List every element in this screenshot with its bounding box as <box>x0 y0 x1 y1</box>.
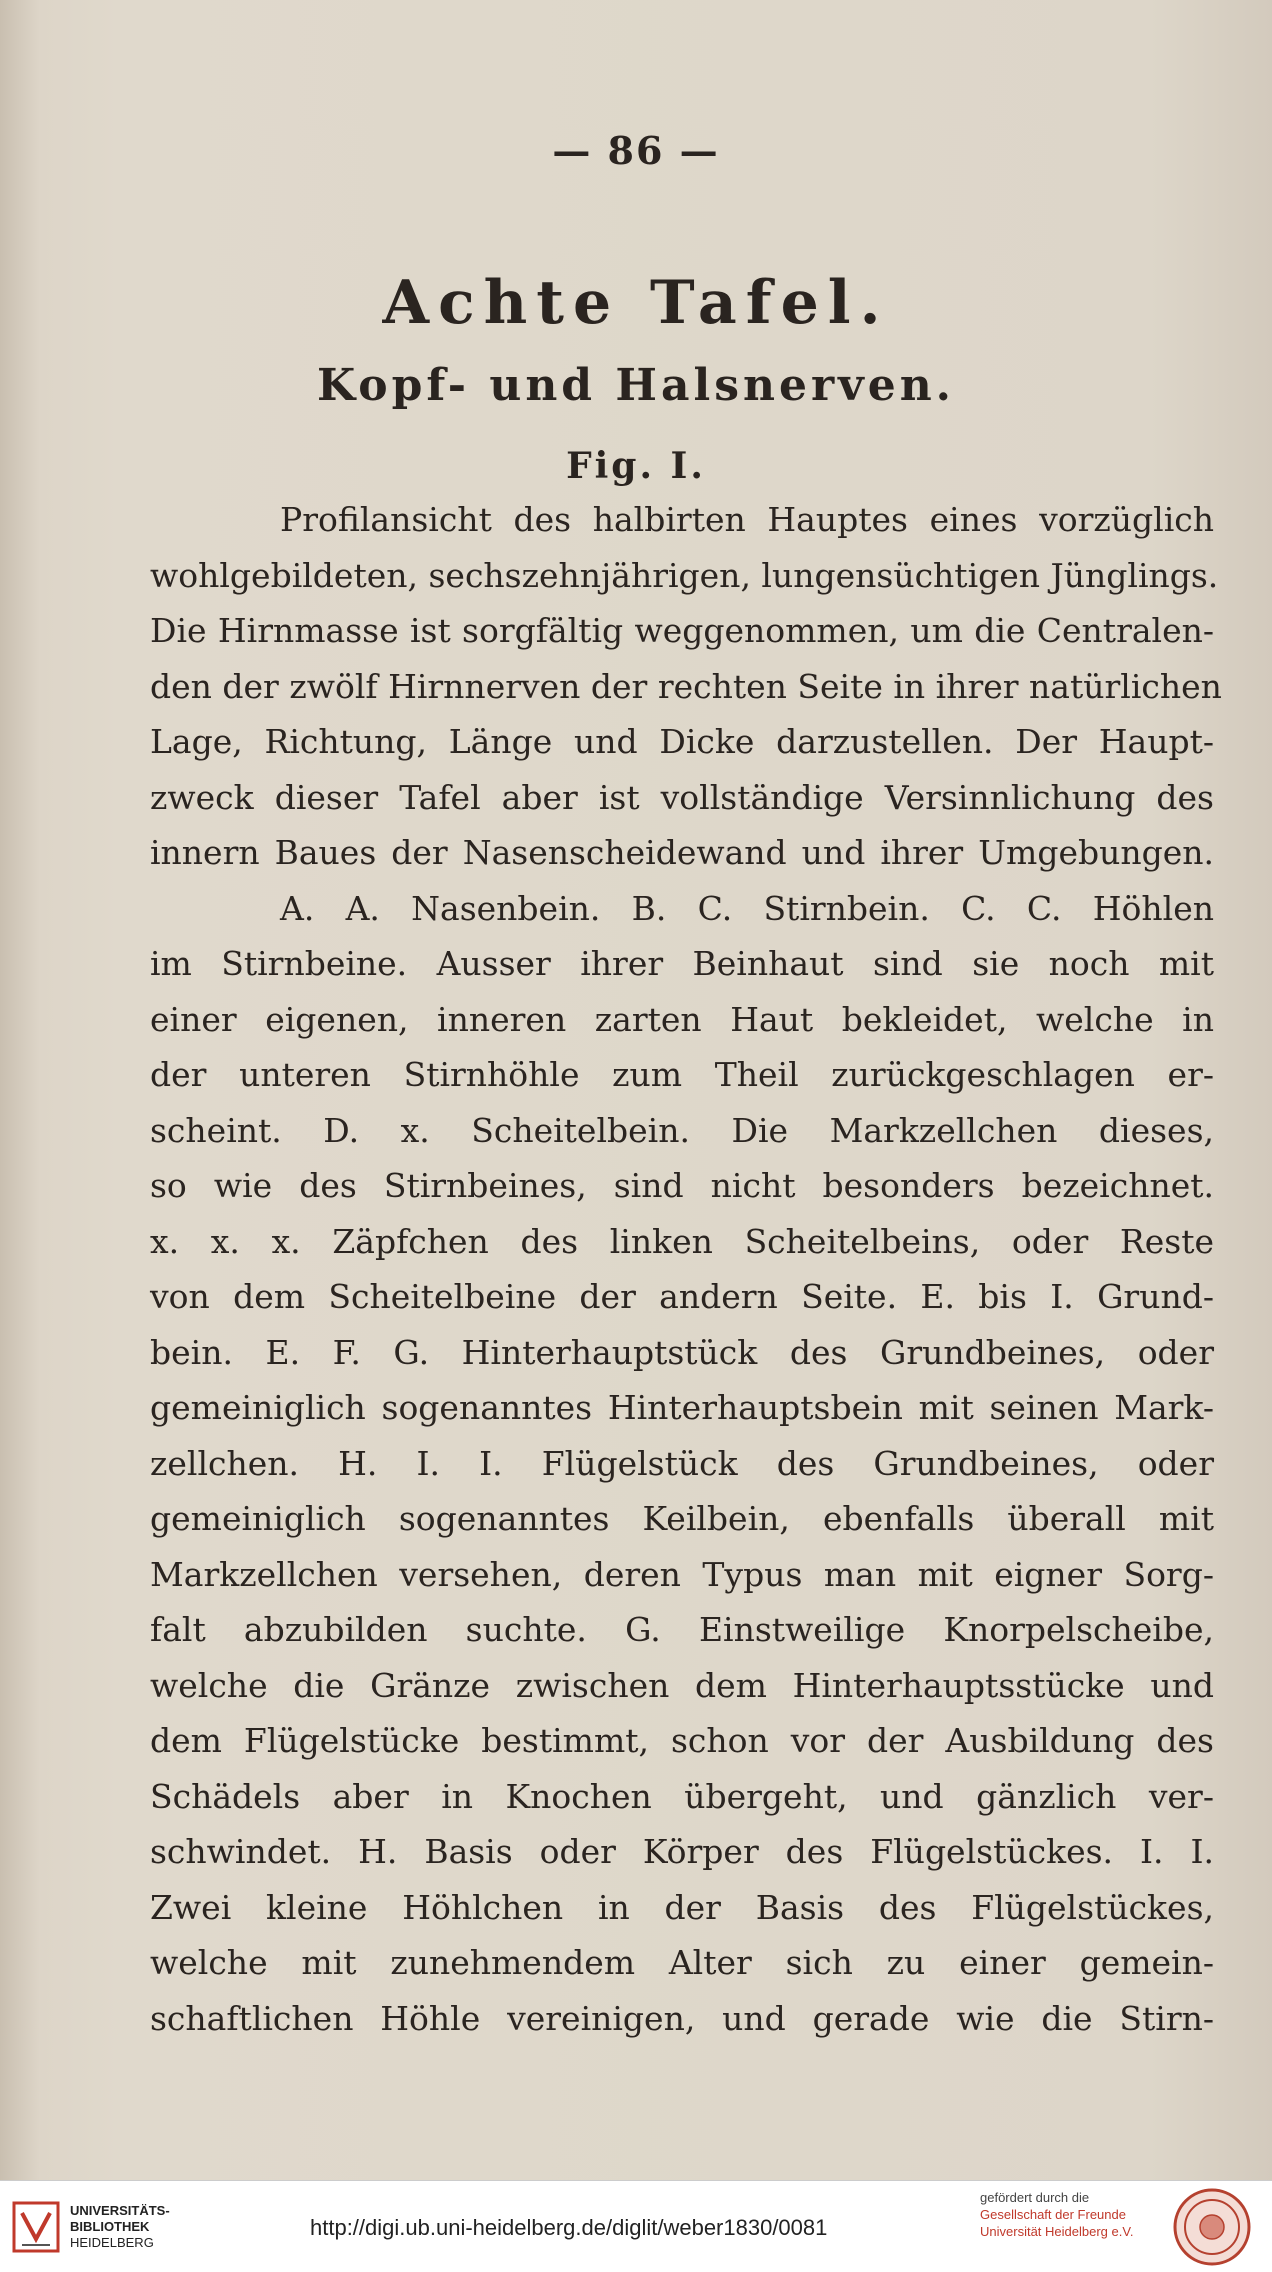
text-line: Markzellchen versehen, deren Typus man mit eigner Sorg- <box>150 1554 1214 1594</box>
text-line: im Stirnbeine. Ausser ihrer Beinhaut sind sie noch mit <box>150 944 1214 983</box>
text-line: schwindet. H. Basis oder Körper des Flügelstückes. I. I. <box>150 1832 1214 1871</box>
page-number: — 86 — <box>552 128 720 173</box>
text-line: welche die Gränze zwischen dem Hinterhauptsstücke und <box>150 1665 1214 1705</box>
text-line: zweck dieser Tafel aber ist vollständige Versinnlichung des <box>150 777 1214 817</box>
text-line: falt abzubilden suchte. G. Einstweilige Knorpelscheibe, <box>150 1610 1214 1649</box>
university-seal-icon <box>1172 2187 1252 2267</box>
text-line: zellchen. H. I. I. Flügelstück des Grundbeines, oder <box>150 1443 1214 1483</box>
text-line: so wie des Stirnbeines, sind nicht besonders bezeichnet. <box>150 1166 1214 1205</box>
sponsor-note: gefördert durch die Gesellschaft der Freunde Universität Heidelberg e.V. <box>980 2190 1134 2239</box>
text-line: Schädels aber in Knochen übergeht, und gänzlich ver- <box>150 1776 1214 1816</box>
text-line: innern Baues der Nasenscheidewand und ihrer Umgebungen. <box>150 833 1214 872</box>
text-line: Profilansicht des halbirten Hauptes eines vorzüglich <box>280 500 1214 539</box>
text-line: den der zwölf Hirnnerven der rechten Seite in ihrer natürlichen <box>150 666 1222 706</box>
source-url-link[interactable]: http://digi.ub.uni-heidelberg.de/diglit/weber1830/0081 <box>310 2215 828 2240</box>
page-title: Achte Tafel. <box>382 268 890 338</box>
text-line: Die Hirnmasse ist sorgfältig weggenommen, um die Centralen- <box>150 611 1214 650</box>
text-line: der unteren Stirnhöhle zum Theil zurückgeschlagen er- <box>150 1055 1214 1094</box>
text-line: gemeiniglich sogenanntes Hinterhauptsbein mit seinen Mark- <box>150 1388 1214 1427</box>
body-text <box>150 492 1222 2046</box>
text-line: wohlgebildeten, sechszehnjährigen, lungensüchtigen Jünglings. <box>150 555 1219 595</box>
footer-bar <box>0 2180 1272 2272</box>
text-line: Lage, Richtung, Länge und Dicke darzustellen. Der Haupt- <box>150 722 1214 761</box>
library-name: UNIVERSITÄTS- BIBLIOTHEK HEIDELBERG <box>70 2203 170 2250</box>
text-line: x. x. x. Zäpfchen des linken Scheitelbeins, oder Reste <box>150 1221 1214 1261</box>
text-line: welche mit zunehmendem Alter sich zu einer gemein- <box>150 1943 1214 1982</box>
text-line: scheint. D. x. Scheitelbein. Die Markzellchen dieses, <box>150 1110 1214 1150</box>
page-subtitle: Kopf- und Halsnerven. <box>317 360 955 411</box>
text-line: bein. E. F. G. Hinterhauptstück des Grundbeines, oder <box>150 1332 1214 1372</box>
text-line: Zwei kleine Höhlchen in der Basis des Flügelstückes, <box>150 1887 1214 1927</box>
text-line: gemeiniglich sogenanntes Keilbein, ebenfalls überall mit <box>150 1499 1214 1538</box>
text-line: schaftlichen Höhle vereinigen, und gerade wie die Stirn- <box>150 1998 1214 2038</box>
figure-heading: Fig. I. <box>566 445 706 487</box>
library-logo-icon <box>12 2199 60 2255</box>
text-line: von dem Scheitelbeine der andern Seite. E. bis I. Grund- <box>150 1277 1214 1316</box>
text-line: A. A. Nasenbein. B. C. Stirnbein. C. C. Höhlen <box>280 888 1214 928</box>
text-line: dem Flügelstücke bestimmt, schon vor der Ausbildung des <box>150 1721 1214 1760</box>
text-line: einer eigenen, inneren zarten Haut bekleidet, welche in <box>150 999 1214 1039</box>
